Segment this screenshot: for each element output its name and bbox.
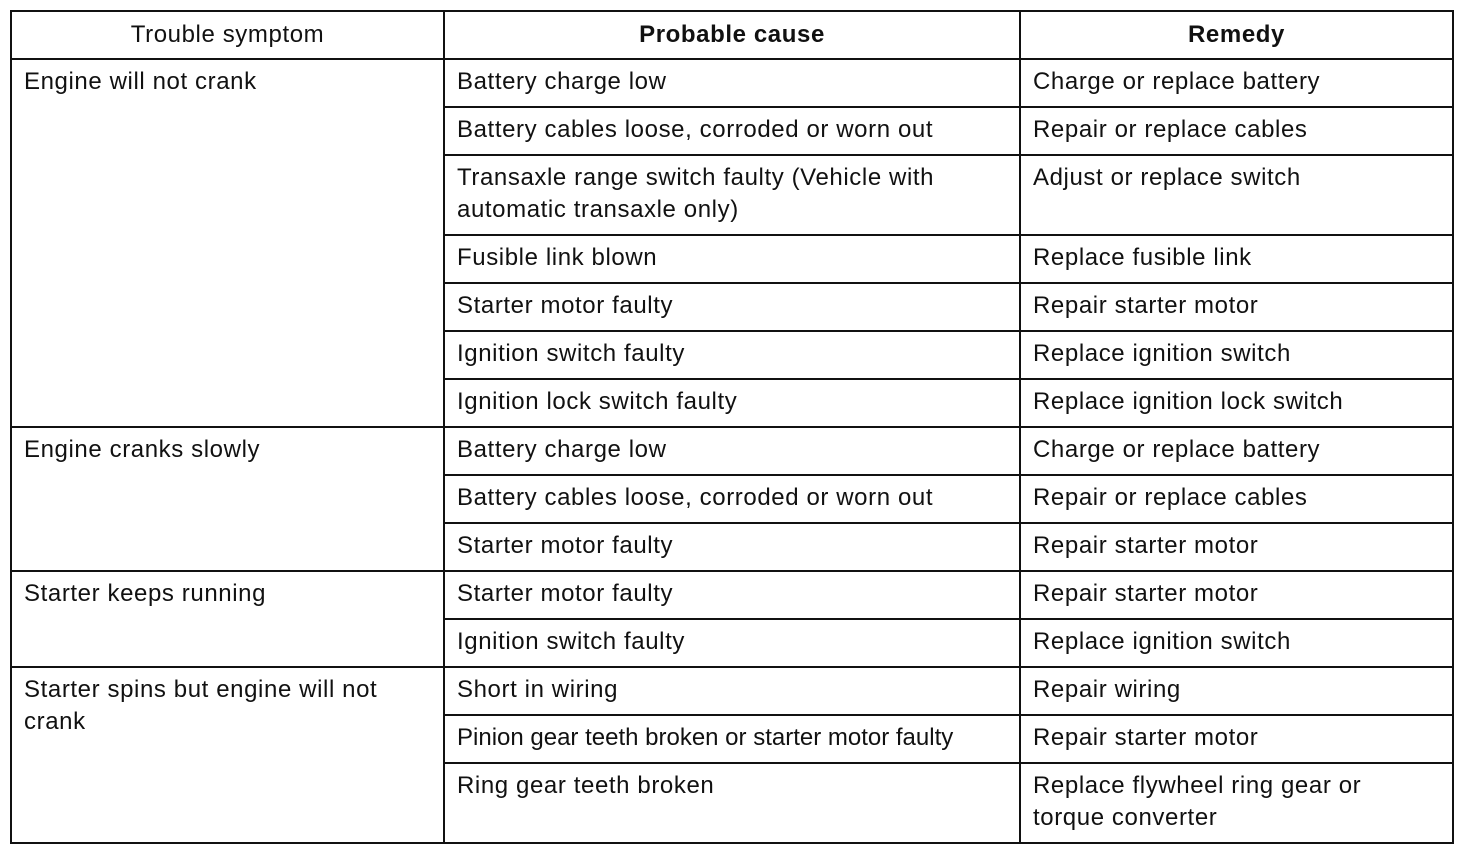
remedy-cell: Replace ignition switch <box>1020 619 1453 667</box>
cause-cell: Battery charge low <box>444 427 1020 475</box>
header-trouble-symptom: Trouble symptom <box>11 11 444 59</box>
cause-cell: Ignition lock switch faulty <box>444 379 1020 427</box>
remedy-cell: Replace flywheel ring gear or torque converter <box>1020 763 1453 843</box>
cause-cell: Starter motor faulty <box>444 523 1020 571</box>
remedy-cell: Repair starter motor <box>1020 715 1453 763</box>
symptom-cell: Engine will not crank <box>11 59 444 427</box>
remedy-cell: Replace ignition switch <box>1020 331 1453 379</box>
remedy-cell: Repair or replace cables <box>1020 475 1453 523</box>
header-probable-cause: Probable cause <box>444 11 1020 59</box>
remedy-cell: Repair starter motor <box>1020 283 1453 331</box>
cause-cell: Starter motor faulty <box>444 283 1020 331</box>
cause-cell: Battery cables loose, corroded or worn out <box>444 107 1020 155</box>
symptom-cell: Starter spins but engine will not crank <box>11 667 444 843</box>
symptom-cell: Starter keeps running <box>11 571 444 667</box>
remedy-cell: Charge or replace battery <box>1020 427 1453 475</box>
table-row <box>11 59 1453 107</box>
remedy-cell: Replace fusible link <box>1020 235 1453 283</box>
remedy-cell: Replace ignition lock switch <box>1020 379 1453 427</box>
remedy-cell: Repair wiring <box>1020 667 1453 715</box>
remedy-cell: Charge or replace battery <box>1020 59 1453 107</box>
cause-cell: Fusible link blown <box>444 235 1020 283</box>
symptom-cell: Engine cranks slowly <box>11 427 444 571</box>
remedy-cell: Repair or replace cables <box>1020 107 1453 155</box>
cause-cell: Transaxle range switch faulty (Vehicle with automatic transaxle only) <box>444 155 1020 235</box>
table-row <box>11 427 1453 475</box>
remedy-cell: Repair starter motor <box>1020 571 1453 619</box>
header-remedy: Remedy <box>1020 11 1453 59</box>
cause-cell: Ignition switch faulty <box>444 619 1020 667</box>
cause-cell: Short in wiring <box>444 667 1020 715</box>
table-row <box>11 667 1453 715</box>
troubleshooting-table <box>10 10 1454 844</box>
cause-cell: Battery charge low <box>444 59 1020 107</box>
header-row <box>11 11 1453 59</box>
cause-cell: Ring gear teeth broken <box>444 763 1020 843</box>
cause-cell: Starter motor faulty <box>444 571 1020 619</box>
cause-cell: Battery cables loose, corroded or worn out <box>444 475 1020 523</box>
cause-cell: Ignition switch faulty <box>444 331 1020 379</box>
cause-cell: Pinion gear teeth broken or starter motor faulty <box>444 715 1020 763</box>
remedy-cell: Repair starter motor <box>1020 523 1453 571</box>
table-row <box>11 571 1453 619</box>
remedy-cell: Adjust or replace switch <box>1020 155 1453 235</box>
